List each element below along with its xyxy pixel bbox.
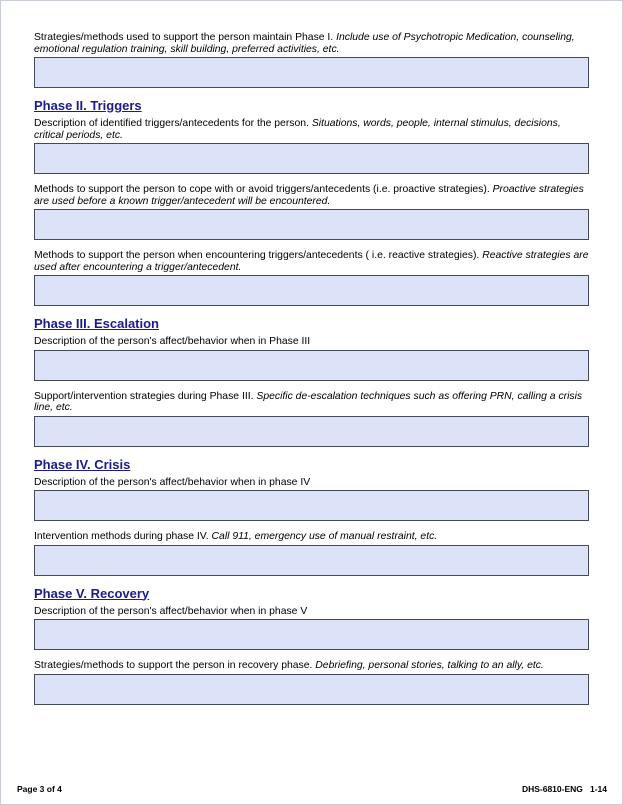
field-label-text: Description of the person's affect/behavior when in phase V [34, 605, 308, 617]
phase1-maintain-strategies-input[interactable] [34, 57, 589, 88]
field-label-text: Support/intervention strategies during Phase III. [34, 390, 254, 402]
field-label [34, 250, 589, 273]
field-group-phase2-proactive [34, 184, 589, 240]
field-label [34, 531, 589, 543]
field-label [34, 336, 589, 348]
field-group-phase3-description [34, 336, 589, 381]
field-label-text: Strategies/methods to support the person in recovery phase. [34, 660, 313, 671]
field-label [34, 606, 589, 618]
phase3-behavior-description-input[interactable] [34, 350, 589, 381]
phase5-recovery-strategies-input[interactable] [34, 674, 589, 705]
phase3-intervention-strategies-input[interactable] [34, 416, 589, 447]
field-label-text: Intervention methods during phase IV. [34, 531, 209, 542]
field-hint: Specific de-escalation techniques such as offering PRN, calling a crisis line, etc. [34, 390, 583, 413]
phase5-heading: Phase V. Recovery [34, 585, 150, 601]
field-label [34, 32, 589, 55]
field-label [34, 477, 589, 489]
form-content [1, 1, 622, 705]
field-label-text: Methods to support the person to cope with or avoid triggers/antecedents (i.e. proactive strategies). [34, 184, 490, 195]
field-label-text: Description of identified triggers/antecedents for the person. [34, 118, 309, 129]
phase4-behavior-description-input[interactable] [34, 490, 589, 521]
field-hint: Proactive strategies are used before a known trigger/antecedent will be encountered. [34, 184, 584, 207]
field-label-text: Description of the person's affect/behavior when in phase IV [34, 476, 311, 488]
phase5-behavior-description-input[interactable] [34, 619, 589, 650]
field-label-text: Strategies/methods used to support the person maintain Phase I. [34, 32, 334, 43]
page-footer [1, 784, 622, 794]
phase4-intervention-methods-input[interactable] [34, 545, 589, 576]
field-group-phase2-triggers [34, 118, 589, 174]
field-hint: Reactive strategies are used after encountering a trigger/antecedent. [34, 250, 589, 273]
field-group-phase3-strategies [34, 391, 589, 447]
field-hint: Call 911, emergency use of manual restraint, etc. [211, 531, 438, 542]
field-hint: Debriefing, personal stories, talking to an ally, etc. [315, 660, 544, 671]
field-label [34, 660, 589, 672]
field-hint: Situations, words, people, internal stimulus, decisions, critical periods, etc. [34, 118, 561, 141]
field-label [34, 184, 589, 207]
field-group-phase4-intervention [34, 531, 589, 576]
field-label [34, 118, 589, 141]
phase2-heading: Phase II. Triggers [34, 98, 142, 113]
field-group-phase4-description [34, 477, 589, 522]
field-group-phase5-description [34, 606, 589, 651]
field-label [34, 391, 589, 414]
field-group-phase1-maintain [34, 32, 589, 88]
form-code: DHS-6810-ENG 1-14 [521, 784, 607, 794]
phase2-reactive-strategies-input[interactable] [34, 275, 589, 306]
phase2-proactive-strategies-input[interactable] [34, 209, 589, 240]
page-number: Page 3 of 4 [17, 784, 62, 794]
field-hint: Include use of Psychotropic Medication, counseling, emotional regulation training, skill building, preferred activities, etc. [34, 32, 575, 55]
field-group-phase2-reactive [34, 250, 589, 306]
phase2-triggers-description-input[interactable] [34, 143, 589, 174]
field-label-text: Methods to support the person when encountering triggers/antecedents ( i.e. reactive strategies). [34, 250, 480, 261]
field-label-text: Description of the person's affect/behavior when in Phase III [34, 336, 311, 347]
phase3-heading: Phase III. Escalation [34, 316, 159, 331]
field-group-phase5-strategies [34, 660, 589, 705]
phase4-heading: Phase IV. Crisis [34, 456, 131, 472]
